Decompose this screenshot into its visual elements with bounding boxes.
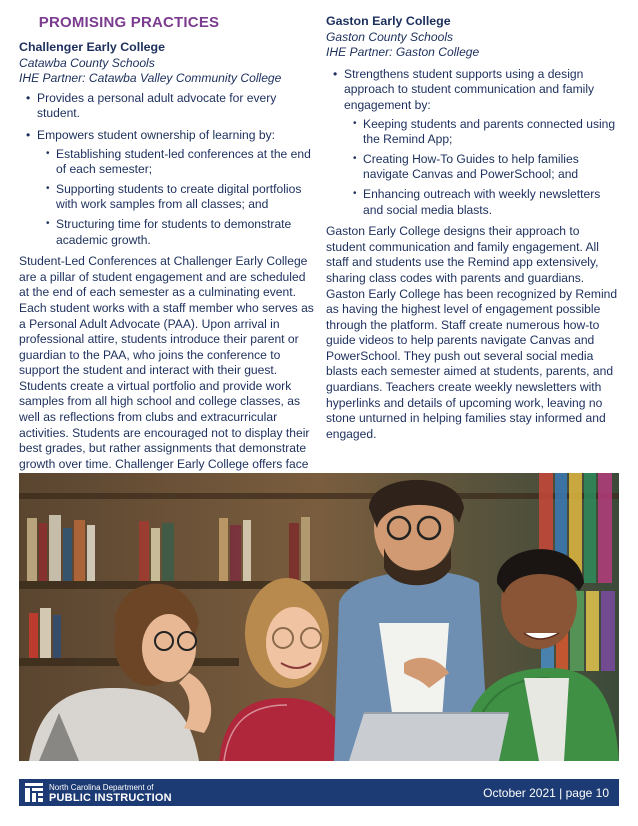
- left-column: [19, 14, 315, 504]
- school-name: Gaston Early College: [326, 14, 451, 28]
- agency-name-line2: PUBLIC INSTRUCTION: [49, 792, 172, 804]
- sub-list-item: • Structuring time for students to demonstrate academic growth.: [37, 217, 315, 248]
- students-illustration: [19, 473, 619, 761]
- list-item-text: Empowers student ownership of learning by:: [37, 127, 275, 142]
- ncdpi-logo-icon: [25, 783, 43, 802]
- sub-list: [37, 147, 315, 249]
- page-number: October 2021 | page 10: [483, 786, 609, 800]
- practice-list: [326, 67, 622, 218]
- school-county: Catawba County Schools: [19, 55, 155, 70]
- list-item: • Provides a personal adult advocate for every student.: [19, 91, 315, 122]
- students-photo: [19, 473, 619, 761]
- body-paragraph: Gaston Early College designs their approach to student communication and family engagement. All staff and students use the Remind app extensively, sharing class codes with parents and guardians. Gaston Early College has been recognized by Remind as having the highest level of engagement possible through the platform. Staff create numerous how-to guide videos to help parents navigate Canvas and PowerSchool. They push out several social media blasts each semester aimed at students, parents, and guardians. Teachers create weekly newsletters with hyperlinks and details of upcoming work, leaving no stone unturned in helping families stay informed and engaged.: [326, 224, 618, 441]
- agency-logo-text: [49, 783, 172, 803]
- sub-list-item: • Creating How-To Guides to help families navigate Canvas and PowerSchool; and: [344, 152, 622, 183]
- sub-list-item: • Establishing student-led conferences at the end of each semester;: [37, 147, 315, 178]
- ihe-partner: IHE Partner: Gaston College: [326, 45, 480, 60]
- agency-name-line1: North Carolina Department of: [49, 783, 154, 792]
- page-footer: [19, 779, 619, 806]
- body-paragraph: Student-Led Conferences at Challenger Early College are a pillar of student engagement and are scheduled at the end of each semester as a culminating event. Each student works with a staff member who serves as a Personal Adult Advocate (PAA). Upon arrival in professional attire, students introduce their parent or guardian to the PAA, who joins the conference to support the student and interact with their guest. Students create a virtual portfolio and provide work samples from all high school and college classes, as well as reflections from clubs and extracurricular activities. Students are encouraged not to display their best grades, but rather assignments that demonstrate growth over time. Challenger Early College offers face: [19, 254, 314, 471]
- school-county: Gaston County Schools: [326, 29, 454, 44]
- sub-list: [344, 117, 622, 219]
- sub-list-item: • Keeping students and parents connected using the Remind App;: [344, 117, 622, 148]
- sub-list-item: • Enhancing outreach with weekly newsletters and social media blasts.: [344, 187, 622, 218]
- ihe-partner: IHE Partner: Catawba Valley Community College: [19, 71, 282, 86]
- sub-list-item: • Supporting students to create digital portfolios with work samples from all classes; and: [37, 182, 315, 213]
- school-name: Challenger Early College: [19, 40, 165, 54]
- list-item: [19, 128, 315, 248]
- list-item: [326, 67, 622, 218]
- section-title: PROMISING PRACTICES: [38, 14, 220, 31]
- list-item-text: Strengthens student supports using a design approach to student communication and family engagement by:: [344, 66, 595, 112]
- right-column: [326, 14, 622, 442]
- practice-list: [19, 91, 315, 248]
